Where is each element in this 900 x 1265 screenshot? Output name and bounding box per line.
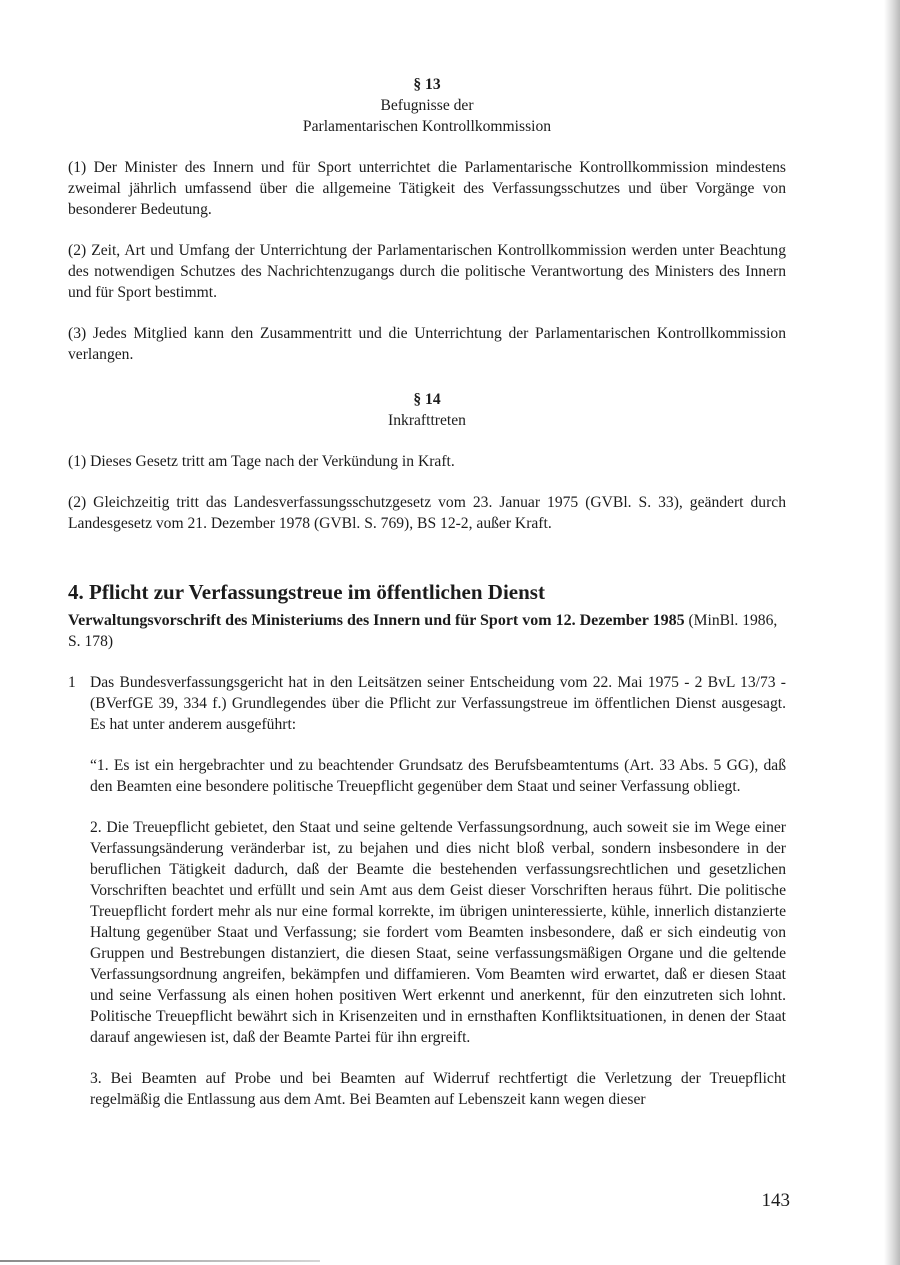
page-number: 143 <box>761 1190 790 1211</box>
chapter-title: 4. Pflicht zur Verfassungstreue im öffentlichen Dienst <box>68 580 545 604</box>
section-13-heading <box>68 74 786 137</box>
page-edge-shadow <box>884 0 900 1265</box>
section-13-paragraph-1: (1) Der Minister des Innern und für Sport unterrichtet die Parlamentarische Kontrollkommission mindestens zweimal jährlich umfassend über die allgemeine Tätigkeit des Verfassungsschutzes und über Vorgänge von besonderer Bedeutung. <box>68 159 786 218</box>
section-13-number: § 13 <box>413 76 441 93</box>
section-14-heading <box>68 389 786 431</box>
quotation-block <box>68 755 786 1110</box>
section-14-number: § 14 <box>413 391 441 408</box>
section-14-paragraph-2: (2) Gleichzeitig tritt das Landesverfassungsschutzgesetz vom 23. Januar 1975 (GVBl. S. 33), geändert durch Landesgesetz vom 21. Dezember 1978 (GVBl. S. 769), BS 12-2, außer Kraft. <box>68 494 786 532</box>
quotation-paragraph-2: 2. Die Treuepflicht gebietet, den Staat und seine geltende Verfassungsordnung, auch soweit sie im Wege einer Verfassungsänderung veränderbar ist, zu bejahen und dies nicht bloß verbal, sondern insbesondere in der beruflichen Tätigkeit dadurch, daß der Beamte die bestehenden verfassungsrechtlichen und gesetzlichen Vorschriften beachtet und erfüllt und sein Amt aus dem Geist dieser Vorschriften heraus führt. Die politische Treuepflicht fordert mehr als nur eine formal korrekte, im übrigen uninteressierte, kühle, innerlich distanzierte Haltung gegenüber Staat und Verfassung; sie fordert vom Beamten insbesondere, daß er sich eindeutig von Gruppen und Bestrebungen distanziert, die diesen Staat, seine verfassungsmäßigen Organe und die geltende Verfassungsordnung angreifen, bekämpfen und diffamieren. Vom Beamten wird erwartet, daß er diesen Staat und seine Verfassung als einen hohen positiven Wert erkennt und anerkennt, für den einzutreten sich lohnt. Politische Treuepflicht bewährt sich in Krisenzeiten und in ernsthaften Konfliktsituationen, in denen der Staat darauf angewiesen ist, daß der Beamte Partei für ihn ergreift. <box>90 819 786 1046</box>
chapter-subtitle-bold: Verwaltungsvorschrift des Ministeriums des Innern und für Sport vom 12. Dezember 1985 <box>68 612 685 629</box>
numbered-item-1-number: 1 <box>68 674 76 691</box>
section-13-paragraph-3: (3) Jedes Mitglied kann den Zusammentritt und die Unterrichtung der Parlamentarischen Kontrollkommission verlangen. <box>68 325 786 363</box>
section-13-title-line2: Parlamentarischen Kontrollkommission <box>302 118 552 135</box>
quotation-paragraph-1: “1. Es ist ein hergebrachter und zu beachtender Grundsatz des Berufsbeamtentums (Art. 33 Abs. 5 GG), daß den Beamten eine besondere politische Treuepflicht gegenüber dem Staat und seiner Verfassung obliegt. <box>90 757 786 795</box>
section-13-title-line1: Befugnisse der <box>380 97 474 114</box>
scan-artifact-line <box>0 1260 320 1262</box>
quotation-paragraph-3: 3. Bei Beamten auf Probe und bei Beamten auf Widerruf rechtfertigt die Verletzung der Treuepflicht regelmäßig die Entlassung aus dem Amt. Bei Beamten auf Lebenszeit kann wegen dieser <box>90 1070 786 1108</box>
section-13-paragraph-2: (2) Zeit, Art und Umfang der Unterrichtung der Parlamentarischen Kontrollkommission werden unter Beachtung des notwendigen Schutzes des Nachrichtenzugangs durch die politische Verantwortung des Ministers des Innern und für Sport bestimmt. <box>68 242 786 301</box>
chapter-subtitle-citation: (MinBl. 1986, S. 178) <box>68 612 778 650</box>
section-14-paragraph-1: (1) Dieses Gesetz tritt am Tage nach der Verkündung in Kraft. <box>68 453 455 470</box>
numbered-item-1 <box>68 672 786 735</box>
numbered-item-1-text: Das Bundesverfassungsgericht hat in den Leitsätzen seiner Entscheidung vom 22. Mai 1975 - 2 BvL 13/73 - (BVerfGE 39, 334 f.) Grundlegendes über die Pflicht zur Verfassungstreue im öffentlichen Dienst ausgesagt. Es hat unter anderem ausgeführt: <box>90 674 786 733</box>
section-14-title: Inkrafttreten <box>388 412 466 429</box>
page-content <box>68 74 786 1110</box>
chapter-subtitle <box>68 610 786 652</box>
